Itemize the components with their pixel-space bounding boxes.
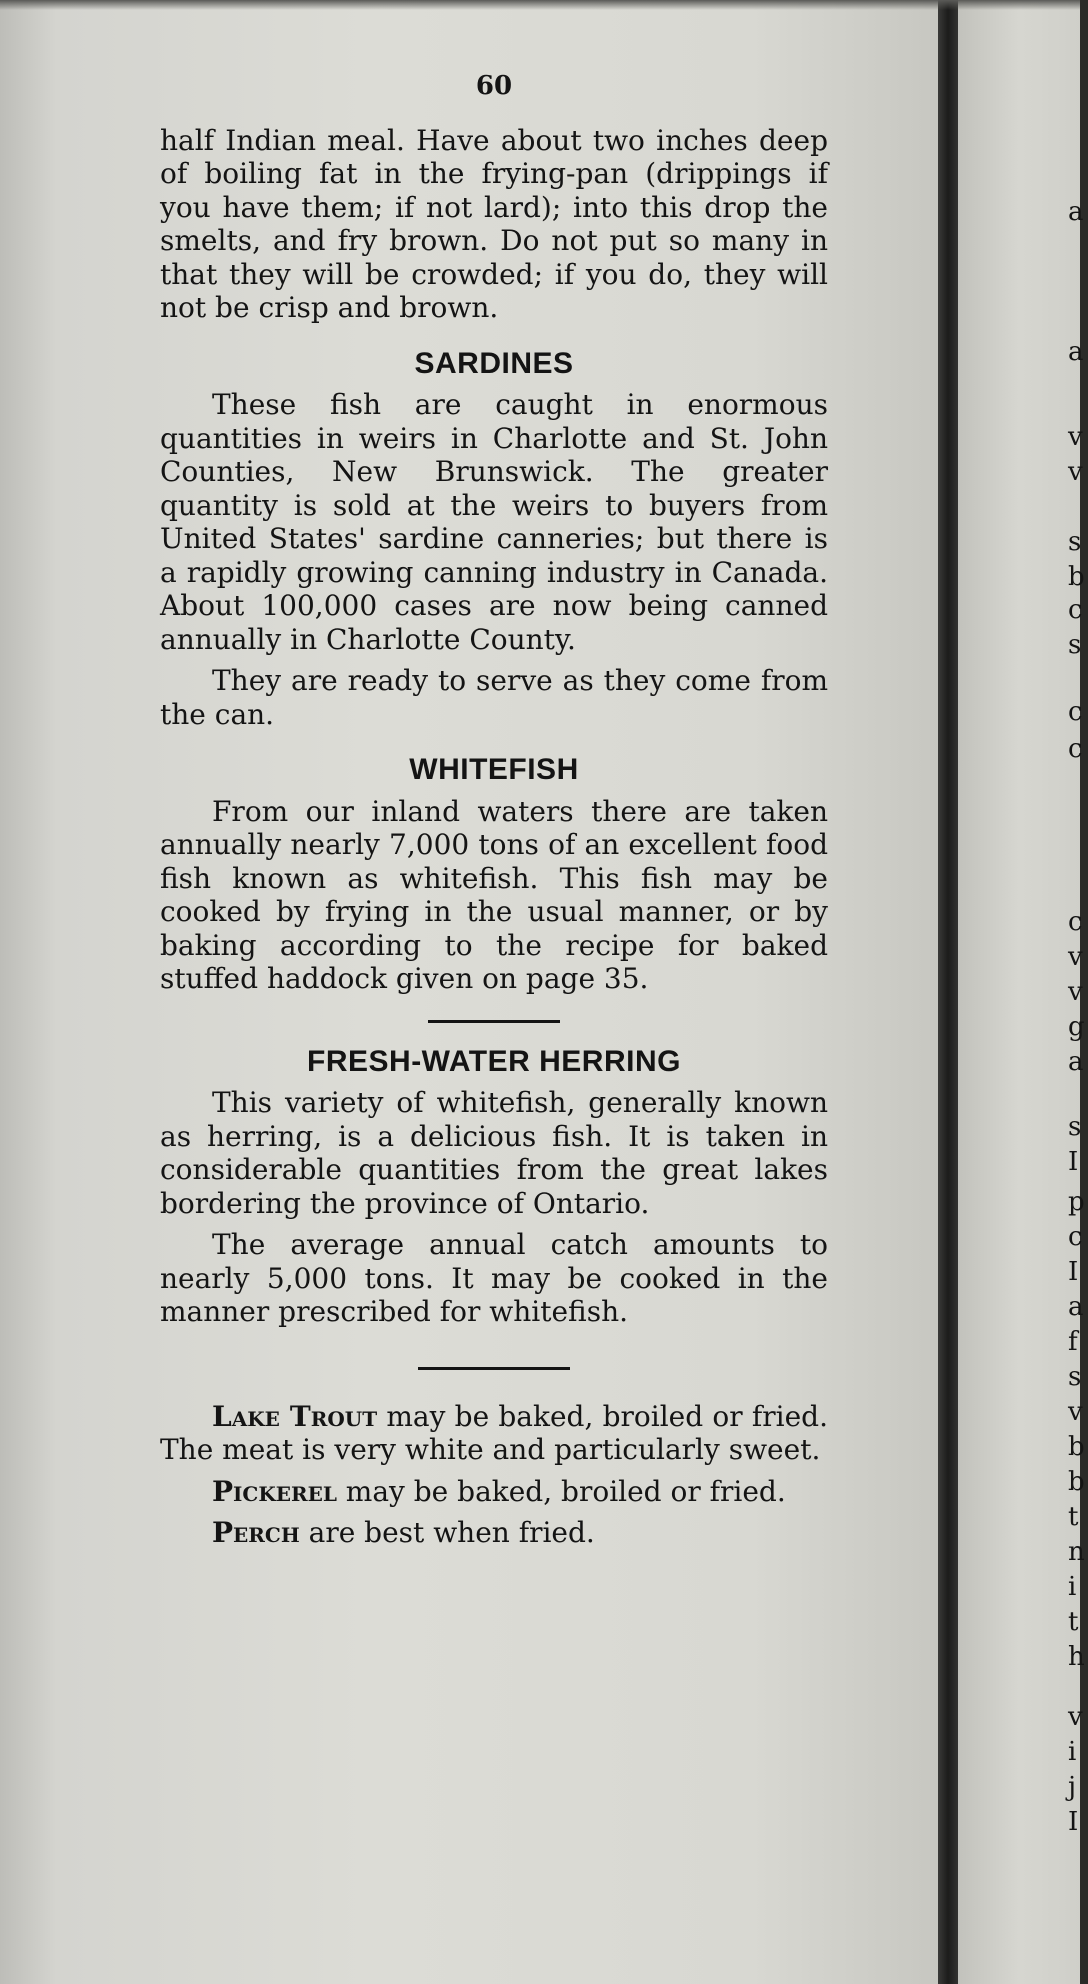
facing-page-letter: t — [1068, 1607, 1079, 1637]
facing-page-letter: v — [1068, 977, 1083, 1007]
section-divider — [428, 1020, 560, 1023]
facing-page-letter: t — [1068, 1502, 1079, 1532]
page-content — [160, 70, 828, 1550]
facing-page-letter: n — [1068, 1537, 1085, 1567]
perch-text: are best when fried. — [299, 1516, 595, 1549]
whitefish-paragraph-1: From our inland waters there are taken annually nearly 7,000 tons of an excellent food fish known as whitefish. This fish may be cooked by frying in the usual manner, or by baking according to the recipe for baked stuffed haddock given on page 35. — [160, 794, 828, 995]
facing-page-letter: s — [1068, 1362, 1082, 1392]
herring-paragraph-2: The average annual catch amounts to nearly 5,000 tons. It may be cooked in the manner prescribed for whitefish. — [160, 1228, 828, 1328]
pickerel-name: Pickerel — [212, 1474, 337, 1508]
facing-page-letter: v — [1068, 457, 1083, 487]
facing-page-letter: a — [1068, 1047, 1084, 1077]
facing-page-letter: h — [1068, 1642, 1085, 1672]
facing-page-letter: I — [1068, 1257, 1079, 1287]
facing-page-letter: b — [1068, 1467, 1085, 1497]
facing-page-letter: c — [1068, 697, 1083, 727]
facing-page-letter: c — [1068, 595, 1083, 625]
facing-page-letter: s — [1068, 1112, 1082, 1142]
facing-page-letter: g — [1068, 1012, 1085, 1042]
lake-trout-paragraph — [160, 1400, 828, 1467]
facing-page-letter: j — [1068, 1772, 1077, 1802]
facing-page-letter: i — [1068, 1572, 1077, 1602]
facing-page-letter: s — [1068, 527, 1082, 557]
pickerel-paragraph — [160, 1475, 828, 1509]
facing-page-letter: i — [1068, 1737, 1077, 1767]
facing-page-letter: c — [1068, 734, 1083, 764]
facing-page-letter: a — [1068, 337, 1084, 367]
facing-page-letter: a — [1068, 1292, 1084, 1322]
facing-page-letter: s — [1068, 630, 1082, 660]
whitefish-heading: WHITEFISH — [409, 753, 579, 786]
facing-page-letter: c — [1068, 907, 1083, 937]
herring-heading: FRESH-WATER HERRING — [307, 1044, 681, 1078]
facing-page-letter: c — [1068, 1222, 1083, 1252]
book-gutter — [938, 0, 958, 1984]
sardines-paragraph-2: They are ready to serve as they come from the can. — [160, 664, 828, 731]
facing-page-letter: v — [1068, 942, 1083, 972]
section-divider-2 — [418, 1367, 570, 1370]
lake-trout-name: Lake Trout — [212, 1399, 378, 1433]
facing-page-letter: I — [1068, 1807, 1079, 1837]
pickerel-text: may be baked, broiled or fried. — [336, 1474, 786, 1508]
facing-page-letter: b — [1068, 562, 1085, 592]
lake-trout-text: may be baked, broiled or fried. The meat is very white and particularly sweet. — [160, 1399, 828, 1466]
facing-page-letter: v — [1068, 422, 1083, 452]
page-number: 60 — [475, 71, 513, 101]
sardines-paragraph-1: These fish are caught in enormous quantities in weirs in Charlotte and St. John Counties, New Brunswick. The greater quantity is sold at the weirs to buyers from United States' sardine canneries; but there is a rapidly growing canning industry in Canada. About 100,000 cases are now being canned annually in Charlotte County. — [160, 388, 828, 656]
facing-page-letter: p — [1068, 1187, 1085, 1217]
intro-paragraph: half Indian meal. Have about two inches deep of boiling fat in the frying-pan (drippings if you have them; if not lard); into this drop the smelts, and fry brown. Do not put so many in that they will be crowded; if you do, they will not be crisp and brown. — [160, 123, 828, 324]
facing-page-letter: v — [1068, 1702, 1083, 1732]
herring-paragraph-1: This variety of whitefish, generally known as herring, is a delicious fish. It is taken in considerable quantities from the great lakes bordering the province of Ontario. — [160, 1086, 828, 1220]
facing-page-letter: v — [1068, 1397, 1083, 1427]
perch-name: Perch — [212, 1516, 300, 1549]
top-shadow — [0, 0, 1080, 10]
perch-paragraph — [160, 1516, 828, 1550]
facing-page-letter: a — [1068, 197, 1084, 227]
facing-page-letter: b — [1068, 1432, 1085, 1462]
facing-page-letter: I — [1068, 1147, 1079, 1177]
facing-page-letter: f — [1068, 1327, 1078, 1357]
right-page-edge — [958, 0, 1080, 1984]
sardines-heading: SARDINES — [414, 346, 574, 380]
